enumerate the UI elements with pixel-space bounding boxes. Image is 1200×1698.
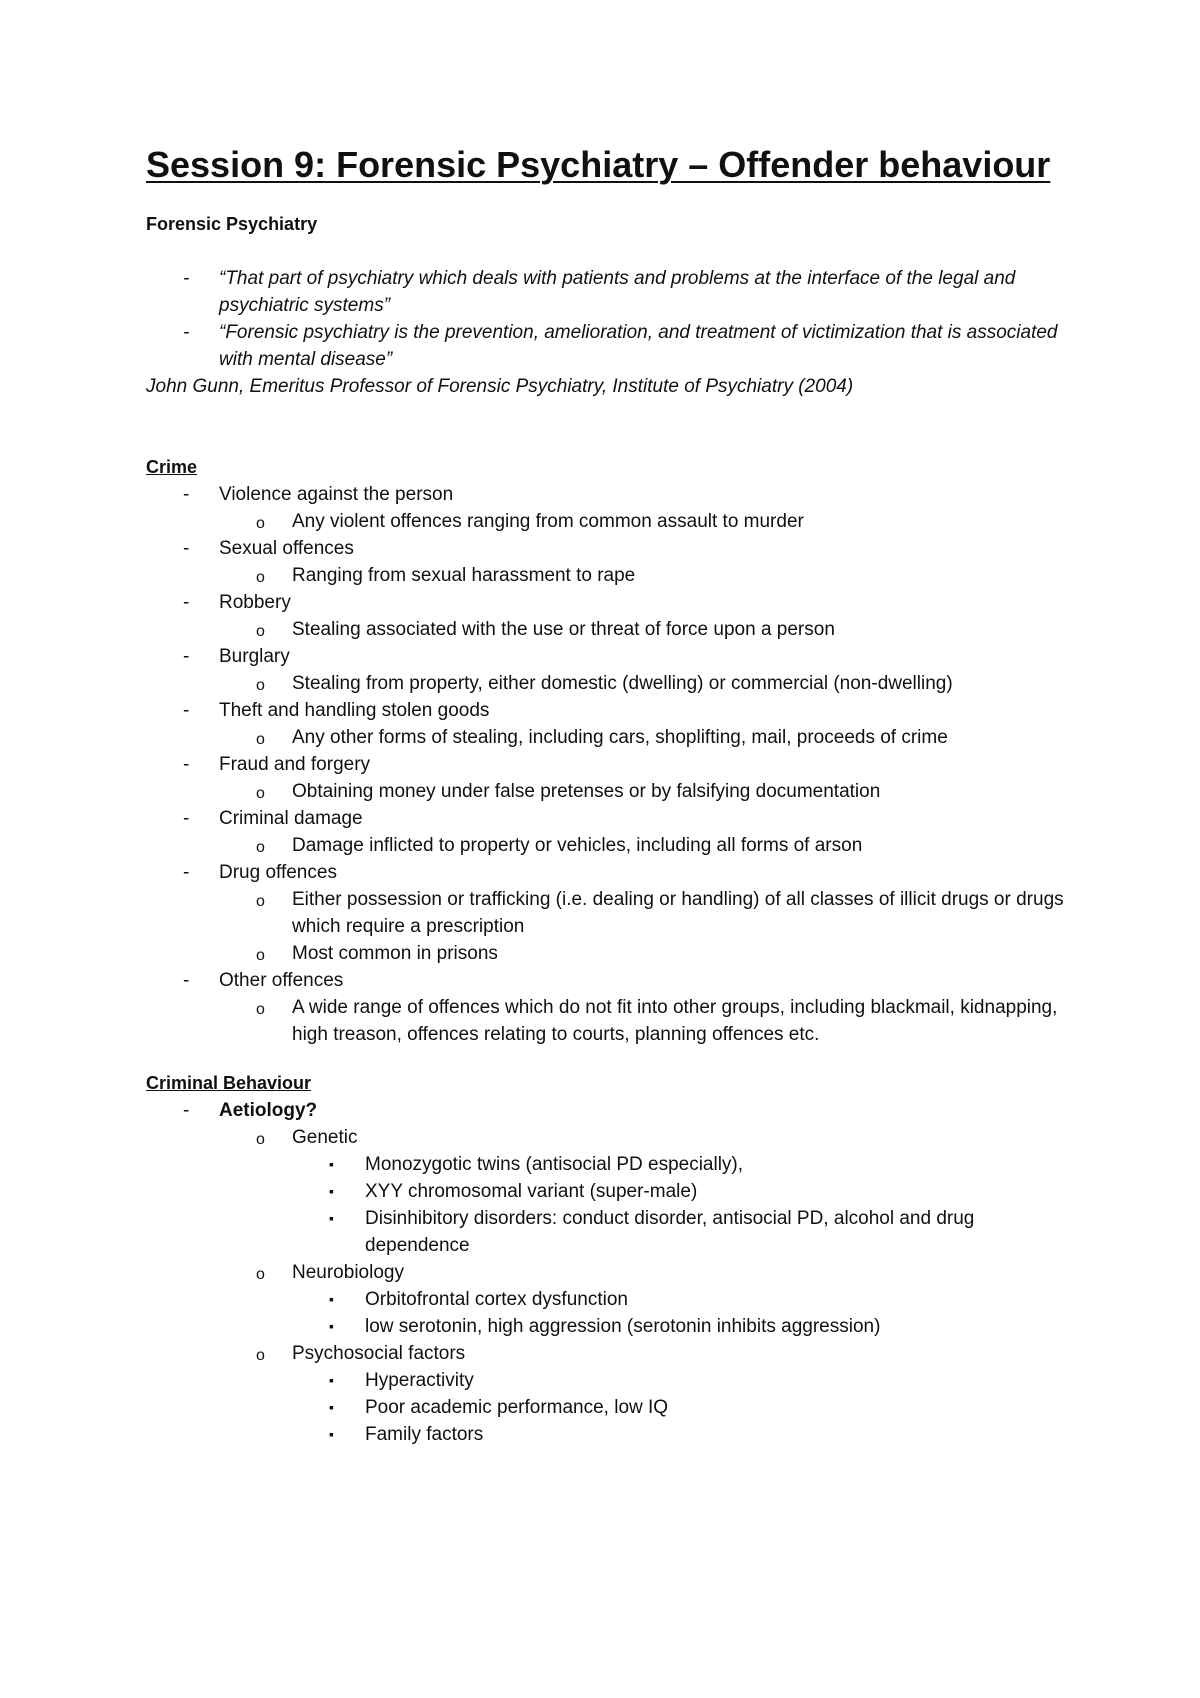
- crime-heading: Crime: [146, 457, 198, 477]
- aetiology-factor-text: Family factors: [365, 1424, 484, 1445]
- square-marker: ▪: [329, 1426, 334, 1442]
- dash-marker: -: [183, 862, 190, 883]
- forensic-psychiatry-heading: Forensic Psychiatry: [146, 214, 318, 234]
- aetiology-factor-text: Hyperactivity: [365, 1370, 474, 1391]
- dash-marker: -: [183, 484, 190, 505]
- aetiology-factor-text: Orbitofrontal cortex dysfunction: [365, 1289, 628, 1310]
- crime-subitem: [146, 994, 1064, 1048]
- page-title: Session 9: Forensic Psychiatry – Offender behaviour: [146, 144, 1051, 185]
- crime-subitem-text: Damage inflicted to property or vehicles, including all forms of arson: [292, 835, 863, 856]
- crime-item-text: Robbery: [219, 592, 291, 613]
- square-marker: ▪: [329, 1399, 334, 1415]
- crime-item: [146, 589, 1064, 616]
- square-marker: ▪: [329, 1372, 334, 1388]
- aetiology-group: [146, 1124, 1064, 1151]
- dash-marker: -: [183, 538, 190, 559]
- crime-subitem: [146, 832, 1064, 859]
- quote-item: [146, 319, 1064, 373]
- aetiology-group-text: Psychosocial factors: [292, 1343, 466, 1364]
- crime-item: [146, 535, 1064, 562]
- circle-marker: o: [256, 785, 265, 802]
- square-marker: ▪: [329, 1183, 334, 1199]
- dash-marker: -: [183, 754, 190, 775]
- circle-marker: o: [256, 893, 265, 910]
- crime-subitem: [146, 778, 1064, 805]
- aetiology-factor-text: low serotonin, high aggression (serotonin inhibits aggression): [365, 1316, 881, 1337]
- crime-subitem: [146, 562, 1064, 589]
- circle-marker: o: [256, 569, 265, 586]
- crime-subitem: [146, 670, 1064, 697]
- circle-marker: o: [256, 1001, 265, 1018]
- dash-marker: -: [183, 646, 190, 667]
- crime-item: [146, 805, 1064, 832]
- aetiology-group: [146, 1340, 1064, 1367]
- crime-subitem-text: Stealing associated with the use or threat of force upon a person: [292, 619, 835, 640]
- circle-marker: o: [256, 1266, 265, 1283]
- crime-item-text: Theft and handling stolen goods: [219, 700, 490, 721]
- aetiology-label: Aetiology?: [219, 1100, 318, 1121]
- crime-item-text: Criminal damage: [219, 808, 363, 829]
- aetiology-factor: [146, 1394, 1064, 1421]
- crime-subitem-text: Any other forms of stealing, including cars, shoplifting, mail, proceeds of crime: [292, 727, 948, 748]
- aetiology-factor-text: Disinhibitory disorders: conduct disorder, antisocial PD, alcohol and drug dependence: [365, 1208, 975, 1256]
- aetiology-factor: [146, 1205, 1064, 1259]
- aetiology-item: [146, 1097, 1064, 1124]
- aetiology-factor: [146, 1367, 1064, 1394]
- circle-marker: o: [256, 515, 265, 532]
- crime-item: [146, 967, 1064, 994]
- dash-marker: -: [183, 592, 190, 613]
- aetiology-factor-text: Monozygotic twins (antisocial PD especially),: [365, 1154, 744, 1175]
- crime-subitem-text: Ranging from sexual harassment to rape: [292, 565, 636, 586]
- circle-marker: o: [256, 947, 265, 964]
- aetiology-factor: [146, 1178, 1064, 1205]
- circle-marker: o: [256, 839, 265, 856]
- crime-item-text: Fraud and forgery: [219, 754, 371, 775]
- crime-item-text: Drug offences: [219, 862, 337, 883]
- crime-item-text: Other offences: [219, 970, 344, 991]
- dash-marker: -: [183, 970, 190, 991]
- aetiology-factor: [146, 1313, 1064, 1340]
- dash-marker: -: [183, 1100, 190, 1121]
- crime-subitem: [146, 886, 1064, 940]
- crime-section: [146, 454, 1064, 1048]
- crime-subitem-text: Most common in prisons: [292, 943, 498, 964]
- crime-subitem-text: Obtaining money under false pretenses or by falsifying documentation: [292, 781, 881, 802]
- document-page: [146, 140, 1064, 1448]
- dash-marker: -: [183, 322, 190, 343]
- spacer: [146, 400, 1064, 454]
- circle-marker: o: [256, 677, 265, 694]
- crime-item: [146, 481, 1064, 508]
- aetiology-list: [146, 1124, 1064, 1448]
- crime-subitem: [146, 940, 1064, 967]
- crime-subitem-text: Stealing from property, either domestic (dwelling) or commercial (non-dwelling): [292, 673, 953, 694]
- quote-text: “Forensic psychiatry is the prevention, amelioration, and treatment of victimization that is associated with mental disease”: [219, 322, 1058, 370]
- dash-marker: -: [183, 268, 190, 289]
- criminal-behaviour-heading: Criminal Behaviour: [146, 1073, 312, 1093]
- criminal-behaviour-section: [146, 1070, 1064, 1448]
- crime-subitem-text: Any violent offences ranging from common assault to murder: [292, 511, 804, 532]
- square-marker: ▪: [329, 1318, 334, 1334]
- circle-marker: o: [256, 1347, 265, 1364]
- crime-item-text: Violence against the person: [219, 484, 454, 505]
- square-marker: ▪: [329, 1210, 334, 1226]
- crime-subitem-text: Either possession or trafficking (i.e. dealing or handling) of all classes of illicit drugs or drugs which require a prescription: [292, 889, 1064, 937]
- aetiology-factor-text: XYY chromosomal variant (super-male): [365, 1181, 698, 1202]
- circle-marker: o: [256, 1131, 265, 1148]
- crime-subitem: [146, 724, 1064, 751]
- aetiology-group-text: Neurobiology: [292, 1262, 404, 1283]
- forensic-psychiatry-section: [146, 211, 1064, 400]
- aetiology-factor: [146, 1421, 1064, 1448]
- crime-item-text: Burglary: [219, 646, 290, 667]
- square-marker: ▪: [329, 1156, 334, 1172]
- crime-item: [146, 859, 1064, 886]
- aetiology-factor-text: Poor academic performance, low IQ: [365, 1397, 669, 1418]
- spacer: [146, 1048, 1064, 1070]
- quote-item: [146, 265, 1064, 319]
- crime-item-text: Sexual offences: [219, 538, 354, 559]
- circle-marker: o: [256, 731, 265, 748]
- attribution: John Gunn, Emeritus Professor of Forensic Psychiatry, Institute of Psychiatry (2004): [146, 376, 854, 397]
- aetiology-group-text: Genetic: [292, 1127, 358, 1148]
- aetiology-factor: [146, 1286, 1064, 1313]
- crime-item: [146, 751, 1064, 778]
- crime-subitem-text: A wide range of offences which do not fit into other groups, including blackmail, kidnapping, high treason, offences relating to courts, planning offences etc.: [292, 997, 1058, 1045]
- dash-marker: -: [183, 808, 190, 829]
- square-marker: ▪: [329, 1291, 334, 1307]
- spacer: [146, 238, 1064, 265]
- quote-text: “That part of psychiatry which deals with patients and problems at the interface of the legal and psychiatric systems”: [219, 268, 1016, 316]
- crime-subitem: [146, 616, 1064, 643]
- dash-marker: -: [183, 700, 190, 721]
- circle-marker: o: [256, 623, 265, 640]
- crime-item: [146, 697, 1064, 724]
- aetiology-factor: [146, 1151, 1064, 1178]
- aetiology-group: [146, 1259, 1064, 1286]
- crime-list: [146, 481, 1064, 1048]
- crime-item: [146, 643, 1064, 670]
- spacer: [146, 189, 1064, 211]
- crime-subitem: [146, 508, 1064, 535]
